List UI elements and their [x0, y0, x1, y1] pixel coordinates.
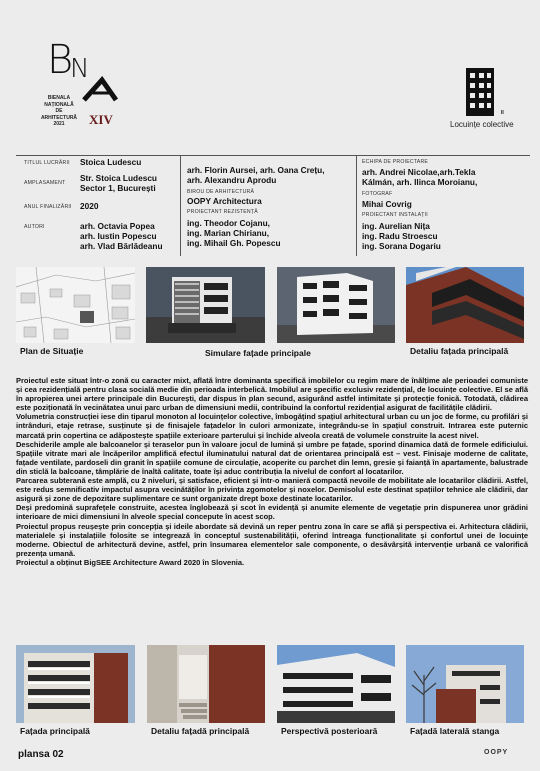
author-name: arh. Iustin Popescu — [80, 231, 157, 242]
sheet-number: plansa 02 — [18, 749, 64, 760]
description-paragraph: Deși predomină suprafețele construite, acestea înglobează și scot în evidență și anumite elemente de vegetație prin dispunerea unor grădini interioare de mici dimensiuni în alveole special concepute în acest scop. — [16, 503, 528, 522]
year-value: 2020 — [80, 201, 99, 211]
description-paragraph: Proiectul propus reușește prin concepția și ideile abordate să devină un reper pentru zona în care se află și perspectiva ei. Arhitectura clădirii, materialele și instalațiile folosite se integrează în conceptul sustenabilității, oferind întreaga funcționalitate și confortul unei de locuințe moderne. Obiectul de arhitectură devine, astfel, prin însumarea elementelor sale componente, o desăvârșită intervenție urbană ce valorifică prezența umană. — [16, 521, 528, 558]
facade-detail-image — [406, 267, 524, 343]
description-paragraph: Deschiderile ample ale balcoanelor și teraselor pun în valoare jocul de lumină și umbre pe fațade, sporind dinamica dată de formele edificiului. Spațiile vitrate mari ale încăperilor amplifică efectul iluminatului natural dat de orientarea principală est – vest. Finisaje moderne de calitate, fațade ventilate, pardoseli din granit în spațiile comune de circulație, acoperite cu parchet din lemn, gresie și faianță în apartamente, balustrade din sticlă la balcoane, tâmplărie de înaltă calitate, toate își aduc contribuția la nivelul de confort al locatarilor. — [16, 439, 528, 476]
description-paragraph: Volumetria construcției iese din tiparul monoton al locuințelor colective, îmbogățind spațiul arhitectural urban cu un joc de forme, cu profilări și intrânduri, etaje retrase, susținute și de finisajele fațadelor în culori armonizate, integrându-se în spațiul construit. Intrarea este puternic marcată prin copertina ce adăpostește spațiile exterioare parterului și închide alveola creată de volumele construite la acest nivel. — [16, 412, 528, 440]
office-value: OOPY Architectura — [187, 196, 262, 206]
engineer-name: ing. Radu Stroescu — [362, 231, 438, 242]
description-paragraph: Proiectul este situat într-o zonă cu caracter mixt, aflată între dominanta specifică imobilelor cu regim mare de înălțime ale perioadei comuniste și cea rezidențială pentru clasa socială medie din perioada interbelică. Imobilul are specific exclusiv rezidențial, de locuințe colective. El se află în apropierea unei artere principale din București, dar dispus în plan secund, asigurând astfel intimitate și protecție fonică. Totodată, clădirea este poziționată în vecinătatea unui parc urban de dimensiuni medii, contribuind la confortul rezidențial asigurat de facilitățile clădirii. — [16, 376, 528, 413]
site-plan-image — [16, 267, 135, 343]
project-description — [16, 376, 528, 567]
installations-label: PROIECTANT INSTALAȚII — [362, 212, 428, 218]
logo-subtitle-line: DE — [55, 108, 63, 115]
facade-simulation-image-2 — [277, 267, 395, 343]
description-paragraph: Parcarea subterană este amplă, cu 2 niveluri, și satisface, eficient și într-o manieră compactă nevoile de mobilitate ale locatarilor clădirii. Astfel, este redus semnificativ impactul asupra vecinătăților în privința zgomotelor și noxelor. Demisolul este destinat spațiilor tehnice ale clădirii, dar asigură și zone de depozitare suplimentare ce sunt organizate drept boxe destinate locatarilor. — [16, 476, 528, 504]
bna-logo-subtitle — [36, 95, 82, 128]
section-mark: II — [501, 110, 504, 116]
collaborating-architects — [187, 165, 325, 185]
facade-detail-photo — [147, 645, 265, 723]
info-column-divider — [356, 156, 357, 256]
logo-subtitle-line: 2021 — [53, 121, 65, 128]
description-paragraph: Proiectul a obținut BigSEE Architecture Award 2020 în Slovenia. — [16, 557, 245, 567]
architect-line: arh. Florin Aursei, arh. Oana Crețu, — [187, 165, 325, 175]
year-label: ANUL FINALIZĂRII — [24, 204, 72, 210]
engineer-name: ing. Sorana Dogariu — [362, 241, 441, 252]
engineer-name: ing. Mihail Gh. Popescu — [187, 238, 281, 249]
facade-detail-bottom-caption: Detaliu fațadă principală — [151, 726, 250, 736]
location-line: Sector 1, București — [80, 183, 156, 194]
section-label: Locuințe colective — [450, 120, 514, 129]
main-facade-photo — [16, 645, 135, 723]
location-label: AMPLASAMENT — [24, 180, 66, 186]
left-side-facade-caption: Fațadă laterală stanga — [410, 726, 500, 736]
photographer-value: Mihai Covrig — [362, 199, 412, 209]
team-value — [362, 167, 477, 187]
engineer-name: ing. Aurelian Nița — [362, 221, 430, 231]
title-label: TITLUL LUCRĂRII — [24, 160, 70, 166]
title-value: Stoica Ludescu — [80, 157, 142, 167]
engineer-name: ing. Marian Chirianu, — [187, 228, 270, 239]
bna-logo-letter-n: N — [70, 54, 90, 84]
team-label: ECHIPA DE PROIECTARE — [362, 159, 429, 165]
bna-logo-letter-b: B — [47, 37, 73, 83]
oopy-logo: OOPY — [484, 749, 509, 756]
logo-subtitle-line: BIENALA — [47, 95, 71, 101]
office-label: BIROU DE ARHITECTURĂ — [187, 189, 255, 195]
authors-value — [80, 221, 163, 252]
location-value — [80, 173, 157, 193]
info-top-divider — [16, 155, 530, 156]
team-line: arh. Andrei Nicolae,arh.Tekla — [362, 167, 476, 177]
architect-line: arh. Alexandru Aprodu — [187, 175, 277, 186]
photographer-label: FOTOGRAF — [362, 191, 393, 197]
author-name: arh. Vlad Bărlădeanu — [80, 241, 163, 252]
rear-perspective-photo — [277, 645, 395, 723]
main-facade-caption: Fațada principală — [20, 726, 90, 736]
author-name: arh. Octavia Popea — [80, 221, 155, 231]
team-line: Kálmán, arh. Ilinca Moroianu, — [362, 177, 478, 188]
facade-detail-caption: Detaliu fațada principală — [410, 346, 509, 356]
rear-perspective-caption: Perspectivă posterioară — [281, 726, 378, 736]
engineer-name: ing. Theodor Cojanu, — [187, 218, 270, 228]
location-line: Str. Stoica Ludescu — [80, 173, 157, 183]
left-side-facade-photo — [406, 645, 524, 723]
facade-simulation-caption: Simulare fațade principale — [205, 348, 311, 358]
site-plan-caption: Plan de Situație — [20, 346, 84, 356]
building-icon — [466, 68, 494, 116]
info-column-divider — [180, 156, 181, 256]
bna-logo-letter-a-icon — [82, 76, 118, 102]
edition-number: XIV — [89, 112, 113, 127]
authors-label: AUTORI — [24, 224, 45, 230]
logo-subtitle-line: ARHITECTURĂ — [40, 114, 78, 121]
structural-engineers — [187, 218, 281, 249]
logo-subtitle-line: NAȚIONALĂ — [44, 101, 74, 108]
structural-label: PROIECTANT REZISTENȚĂ — [187, 209, 258, 215]
installations-engineers — [362, 221, 441, 252]
facade-simulation-image — [146, 267, 265, 343]
